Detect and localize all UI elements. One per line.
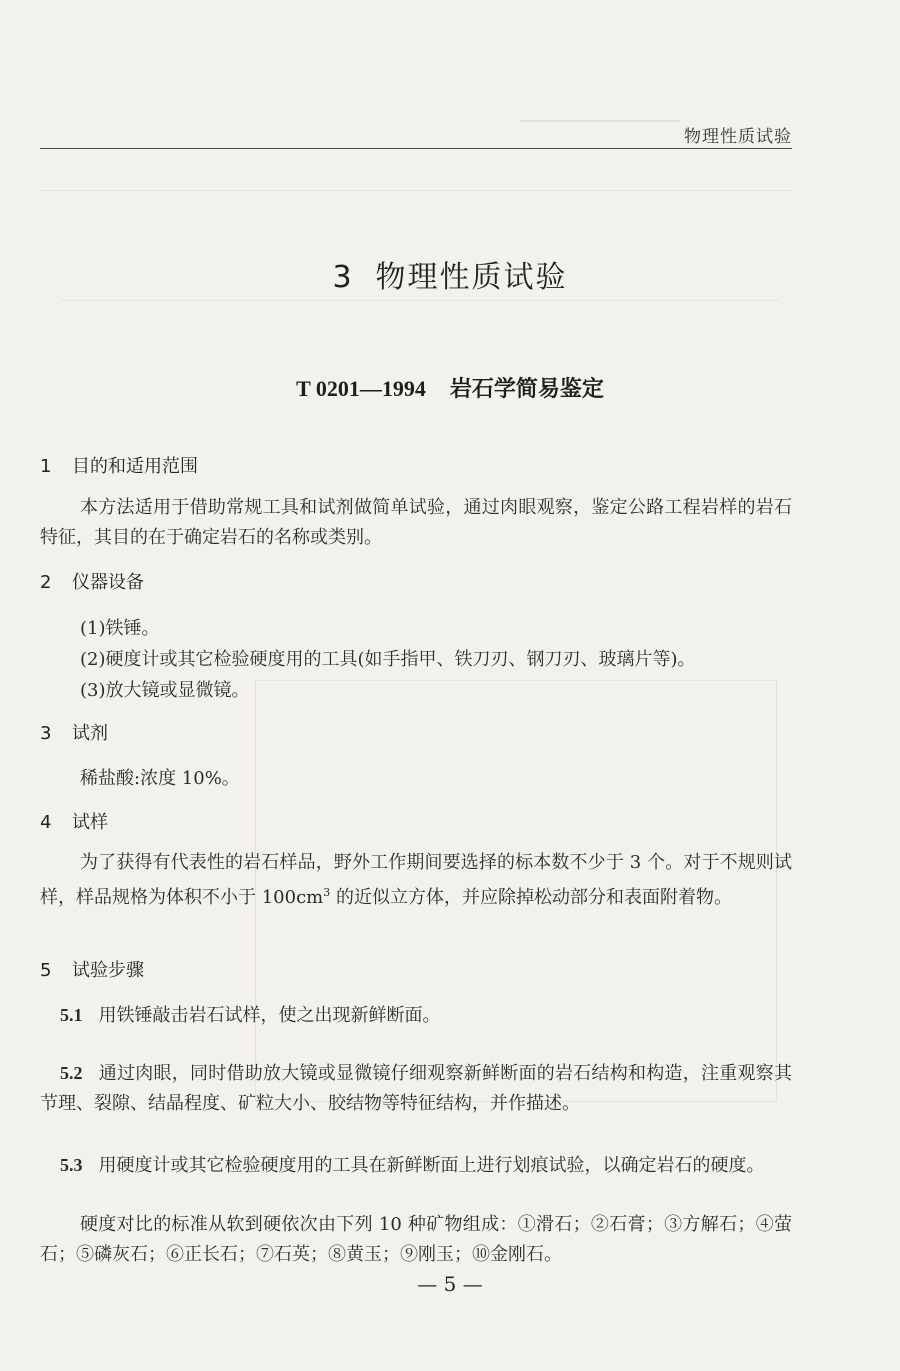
bleed-through-mark <box>60 300 780 301</box>
section-heading-5: 5 试验步骤 <box>40 960 144 981</box>
equipment-item: (1)铁锤。 <box>80 618 160 639</box>
section-heading-2: 2 仪器设备 <box>40 572 144 593</box>
header-rule <box>40 148 792 149</box>
bleed-through-mark <box>40 190 792 191</box>
section-1-text: 本方法适用于借助常规工具和试剂做简单试验，通过肉眼观察，鉴定公路工程岩样的岩石特征，其目的在于确定岩石的名称或类别。 <box>40 497 792 548</box>
superscript-3: 3 <box>323 886 331 899</box>
method-code: T 0201—1994 <box>296 376 426 401</box>
running-header: 物理性质试验 <box>684 127 792 147</box>
chapter-title <box>0 252 900 296</box>
hardness-scale-text: 硬度对比的标准从软到硬依次由下列 10 种矿物组成：①滑石；②石膏；③方解石；④萤石；⑤磷灰石；⑥正长石；⑦石英；⑧黄玉；⑨刚玉；⑩金刚石。 <box>40 1214 792 1265</box>
section-heading-1: 1 目的和适用范围 <box>40 456 198 477</box>
section-heading-4: 4 试样 <box>40 812 108 833</box>
step-5-3: 5.3 用硬度计或其它检验硬度用的工具在新鲜断面上进行划痕试验，以确定岩石的硬度。 <box>60 1155 765 1176</box>
method-name: 岩石学简易鉴定 <box>449 376 604 402</box>
chapter-name: 物理性质试验 <box>375 260 568 295</box>
equipment-item: (3)放大镜或显微镜。 <box>80 680 250 701</box>
section-heading-3: 3 试剂 <box>40 723 108 744</box>
chapter-number: 3 <box>332 260 354 295</box>
page-number: — 5 — <box>417 1272 483 1296</box>
step-5-2: 5.2 通过肉眼，同时借助放大镜或显微镜仔细观察新鲜断面的岩石结构和构造，注重观察其节理、裂隙、结晶程度、矿粒大小、胶结物等特征结构，并作描述。 <box>40 1063 792 1114</box>
step-5-1: 5.1 用铁锤敲击岩石试样，使之出现新鲜断面。 <box>60 1005 441 1026</box>
equipment-item: (2)硬度计或其它检验硬度用的工具(如手指甲、铁刀刃、钢刀刃、玻璃片等)。 <box>80 649 696 670</box>
section-4-text: 为了获得有代表性的岩石样品，野外工作期间要选择的标本数不少于 3 个。对于不规则试样，样品规格为体积不小于 $100cm^3$ 的近似立方体，并应除掉松动部分和表面附着物。 <box>40 852 792 908</box>
reagent-text: 稀盐酸:浓度 10%。 <box>80 768 240 789</box>
method-title <box>0 372 900 403</box>
